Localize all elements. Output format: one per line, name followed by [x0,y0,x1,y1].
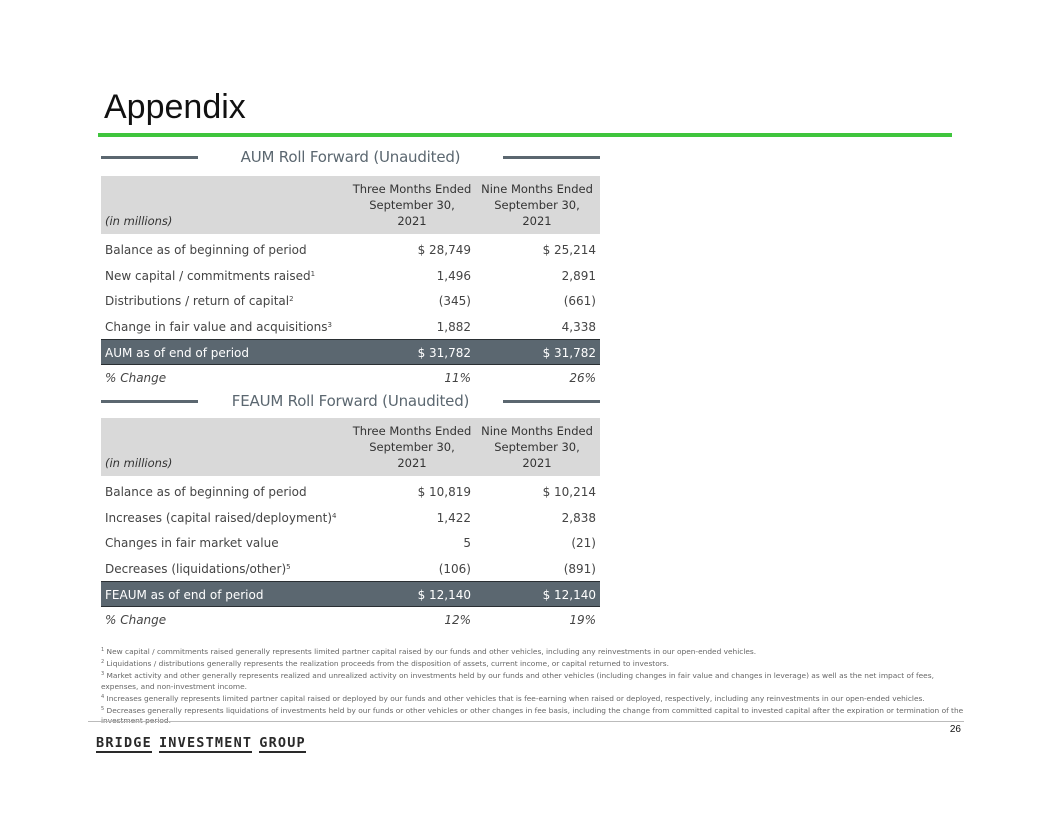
nine-month-value: $ 25,214 [542,243,596,257]
header-rule-right [503,400,600,403]
three-month-total: $ 31,782 [417,346,471,361]
nine-month-total: $ 12,140 [542,588,596,603]
logo-word: INVESTMENT [158,735,253,751]
header-rule-right [503,156,600,159]
column-header-nine-months: Nine Months Ended September 30, 2021 [481,424,593,470]
nine-month-value: (21) [571,536,596,551]
nine-month-value: $ 10,214 [542,485,596,499]
feaum-heading: FEAUM Roll Forward (Unaudited) [231,392,470,410]
nine-month-value: 2,891 [561,268,596,283]
row-label: Distributions / return of capital$^2$ [105,294,294,309]
feaum-table [101,418,600,633]
row-label: New capital / commitments raised$^1$ [105,268,316,283]
column-header-three-months: Three Months Ended September 30, 2021 [352,182,472,228]
column-header-three-months: Three Months Ended September 30, 2021 [352,424,472,470]
unit-label: (in millions) [105,214,173,228]
footnotes [101,645,971,726]
aum-section-header [101,148,600,168]
row-label: Balance as of beginning of period [105,485,307,499]
percent-change-row [101,365,600,391]
table-row [101,530,600,556]
row-label: Increases (capital raised/deployment)$^4$ [105,510,337,525]
percent-change-label: % Change [105,370,167,385]
unit-label: (in millions) [105,456,173,470]
nine-month-percent: 19% [569,612,596,627]
footer-rule [88,721,964,722]
table-row [101,479,600,505]
table-row [101,237,600,263]
total-label: FEAUM as of end of period [105,588,264,603]
three-month-value: 1,422 [436,510,471,525]
row-label: Balance as of beginning of period [105,243,307,257]
total-row [101,339,600,365]
table-row [101,505,600,531]
page-number: 26 [949,724,961,735]
row-label: Decreases (liquidations/other)$^5$ [105,561,291,576]
aum-heading: AUM Roll Forward (Unaudited) [240,148,461,166]
table-row [101,288,600,314]
three-month-percent: 12% [444,612,471,627]
table-header [101,176,600,234]
table-row [101,314,600,340]
footnote-2: $^2$ Liquidations / distributions generally represents the realization proceeds from the disposition of assets, current income, or capital returned to investors. [101,659,669,669]
total-label: AUM as of end of period [105,346,249,361]
column-header-nine-months: Nine Months Ended September 30, 2021 [481,182,593,228]
nine-month-value: 2,838 [561,510,596,525]
footnote-1: $^1$ New capital / commitments raised generally represents limited partner capital raised by our funds and other vehicles, including any reinvestments in our open-ended vehicles. [101,647,757,656]
nine-month-total: $ 31,782 [542,346,596,361]
three-month-percent: 11% [444,370,471,385]
logo-word: BRIDGE [96,735,152,751]
nine-month-value: (661) [563,294,596,309]
title-rule [98,133,952,137]
feaum-section-header [101,392,600,412]
table-header [101,418,600,476]
three-month-value: 5 [463,536,471,551]
percent-change-row [101,607,600,633]
table-row [101,263,600,289]
row-label: Changes in fair market value [105,536,279,551]
footnote-4: $^4$ Increases generally represents limited partner capital raised or deployed by our funds and other vehicles that is fee-earning when raised or deployed, respectively, including any reinvestments in our open-ended vehicles. [101,693,925,703]
three-month-total: $ 12,140 [417,588,471,603]
three-month-value: 1,882 [436,319,471,334]
nine-month-percent: 26% [569,370,596,385]
table-row [101,556,600,582]
page-title: Appendix [104,88,246,126]
three-month-value: (106) [438,561,471,576]
bridge-investment-group-logo [96,737,306,753]
footnote-3: $^3$ Market activity and other generally represents realized and unrealized activity on investments held by our funds and other vehicles (including changes in fair value and changes in leverage) as well as the net impact of fees, expenses, and non-investment income. [101,671,934,691]
nine-month-value: 4,338 [561,319,596,334]
three-month-value: (345) [438,294,471,309]
three-month-value: $ 10,819 [417,485,471,499]
aum-table [101,176,600,391]
percent-change-label: % Change [105,612,167,627]
nine-month-value: (891) [563,561,596,576]
total-row [101,581,600,607]
logo-word: GROUP [259,735,306,751]
footnote-5: $^5$ Decreases generally represents liquidations of investments held by our funds or other vehicles or other changes in fee basis, including the change from committed capital to invested capital after the expiration or termination of the [101,706,964,716]
three-month-value: 1,496 [436,268,471,283]
row-label: Change in fair value and acquisitions$^3$ [105,319,332,334]
three-month-value: $ 28,749 [417,243,471,257]
